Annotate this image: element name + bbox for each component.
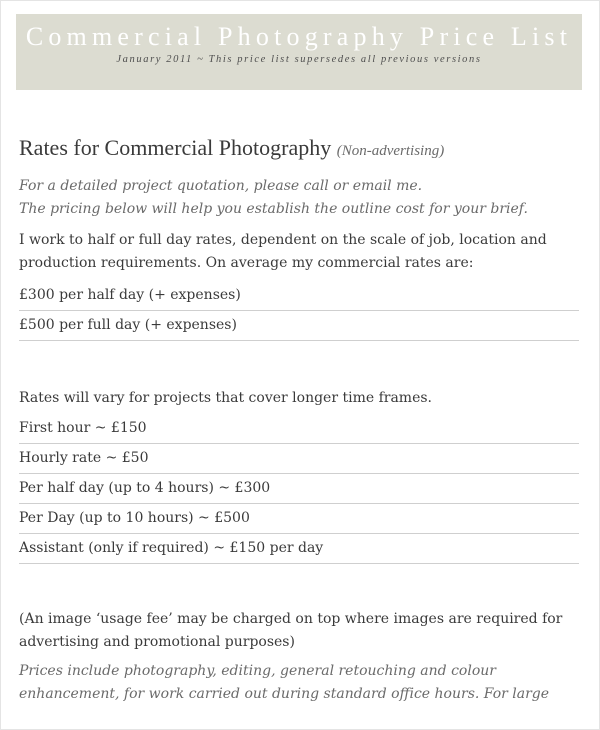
section-heading-text: Rates for Commercial Photography: [19, 135, 332, 160]
usage-fee-note: (An image ‘usage fee’ may be charged on top where images are required for advertising and promotional purposes): [19, 611, 563, 650]
time-rates-list: [19, 414, 579, 564]
vary-note: Rates will vary for projects that cover longer time frames.: [19, 390, 433, 406]
prices-include-note: Prices include photography, editing, general retouching and colour enhancement, for work carried out during standard office hours. For large: [19, 663, 550, 702]
header-banner: [16, 14, 582, 90]
rate-row: £500 per full day (+ expenses): [19, 311, 579, 341]
page-title: Commercial Photography Price List: [25, 22, 573, 51]
rates-description: I work to half or full day rates, dependent on the scale of job, location and production requirements. On average my commercial rates are:: [19, 232, 547, 271]
rate-row: Per half day (up to 4 hours) ~ £300: [19, 474, 579, 504]
rate-row: First hour ~ £150: [19, 414, 579, 444]
rate-row: Per Day (up to 10 hours) ~ £500: [19, 504, 579, 534]
section-heading: [19, 132, 579, 167]
intro-block: [19, 175, 579, 221]
intro-line: The pricing below will help you establish the outline cost for your brief.: [19, 201, 528, 217]
rate-row: Hourly rate ~ £50: [19, 444, 579, 474]
price-list-content: [19, 132, 579, 706]
page-subtitle: January 2011 ~ This price list supersedes all previous versions: [116, 54, 482, 65]
rate-row: £300 per half day (+ expenses): [19, 281, 579, 311]
intro-line: For a detailed project quotation, please call or email me.: [19, 178, 423, 194]
day-rates-list: [19, 281, 579, 341]
rate-row: Assistant (only if required) ~ £150 per day: [19, 534, 579, 564]
section-heading-sub: (Non-advertising): [336, 143, 445, 159]
